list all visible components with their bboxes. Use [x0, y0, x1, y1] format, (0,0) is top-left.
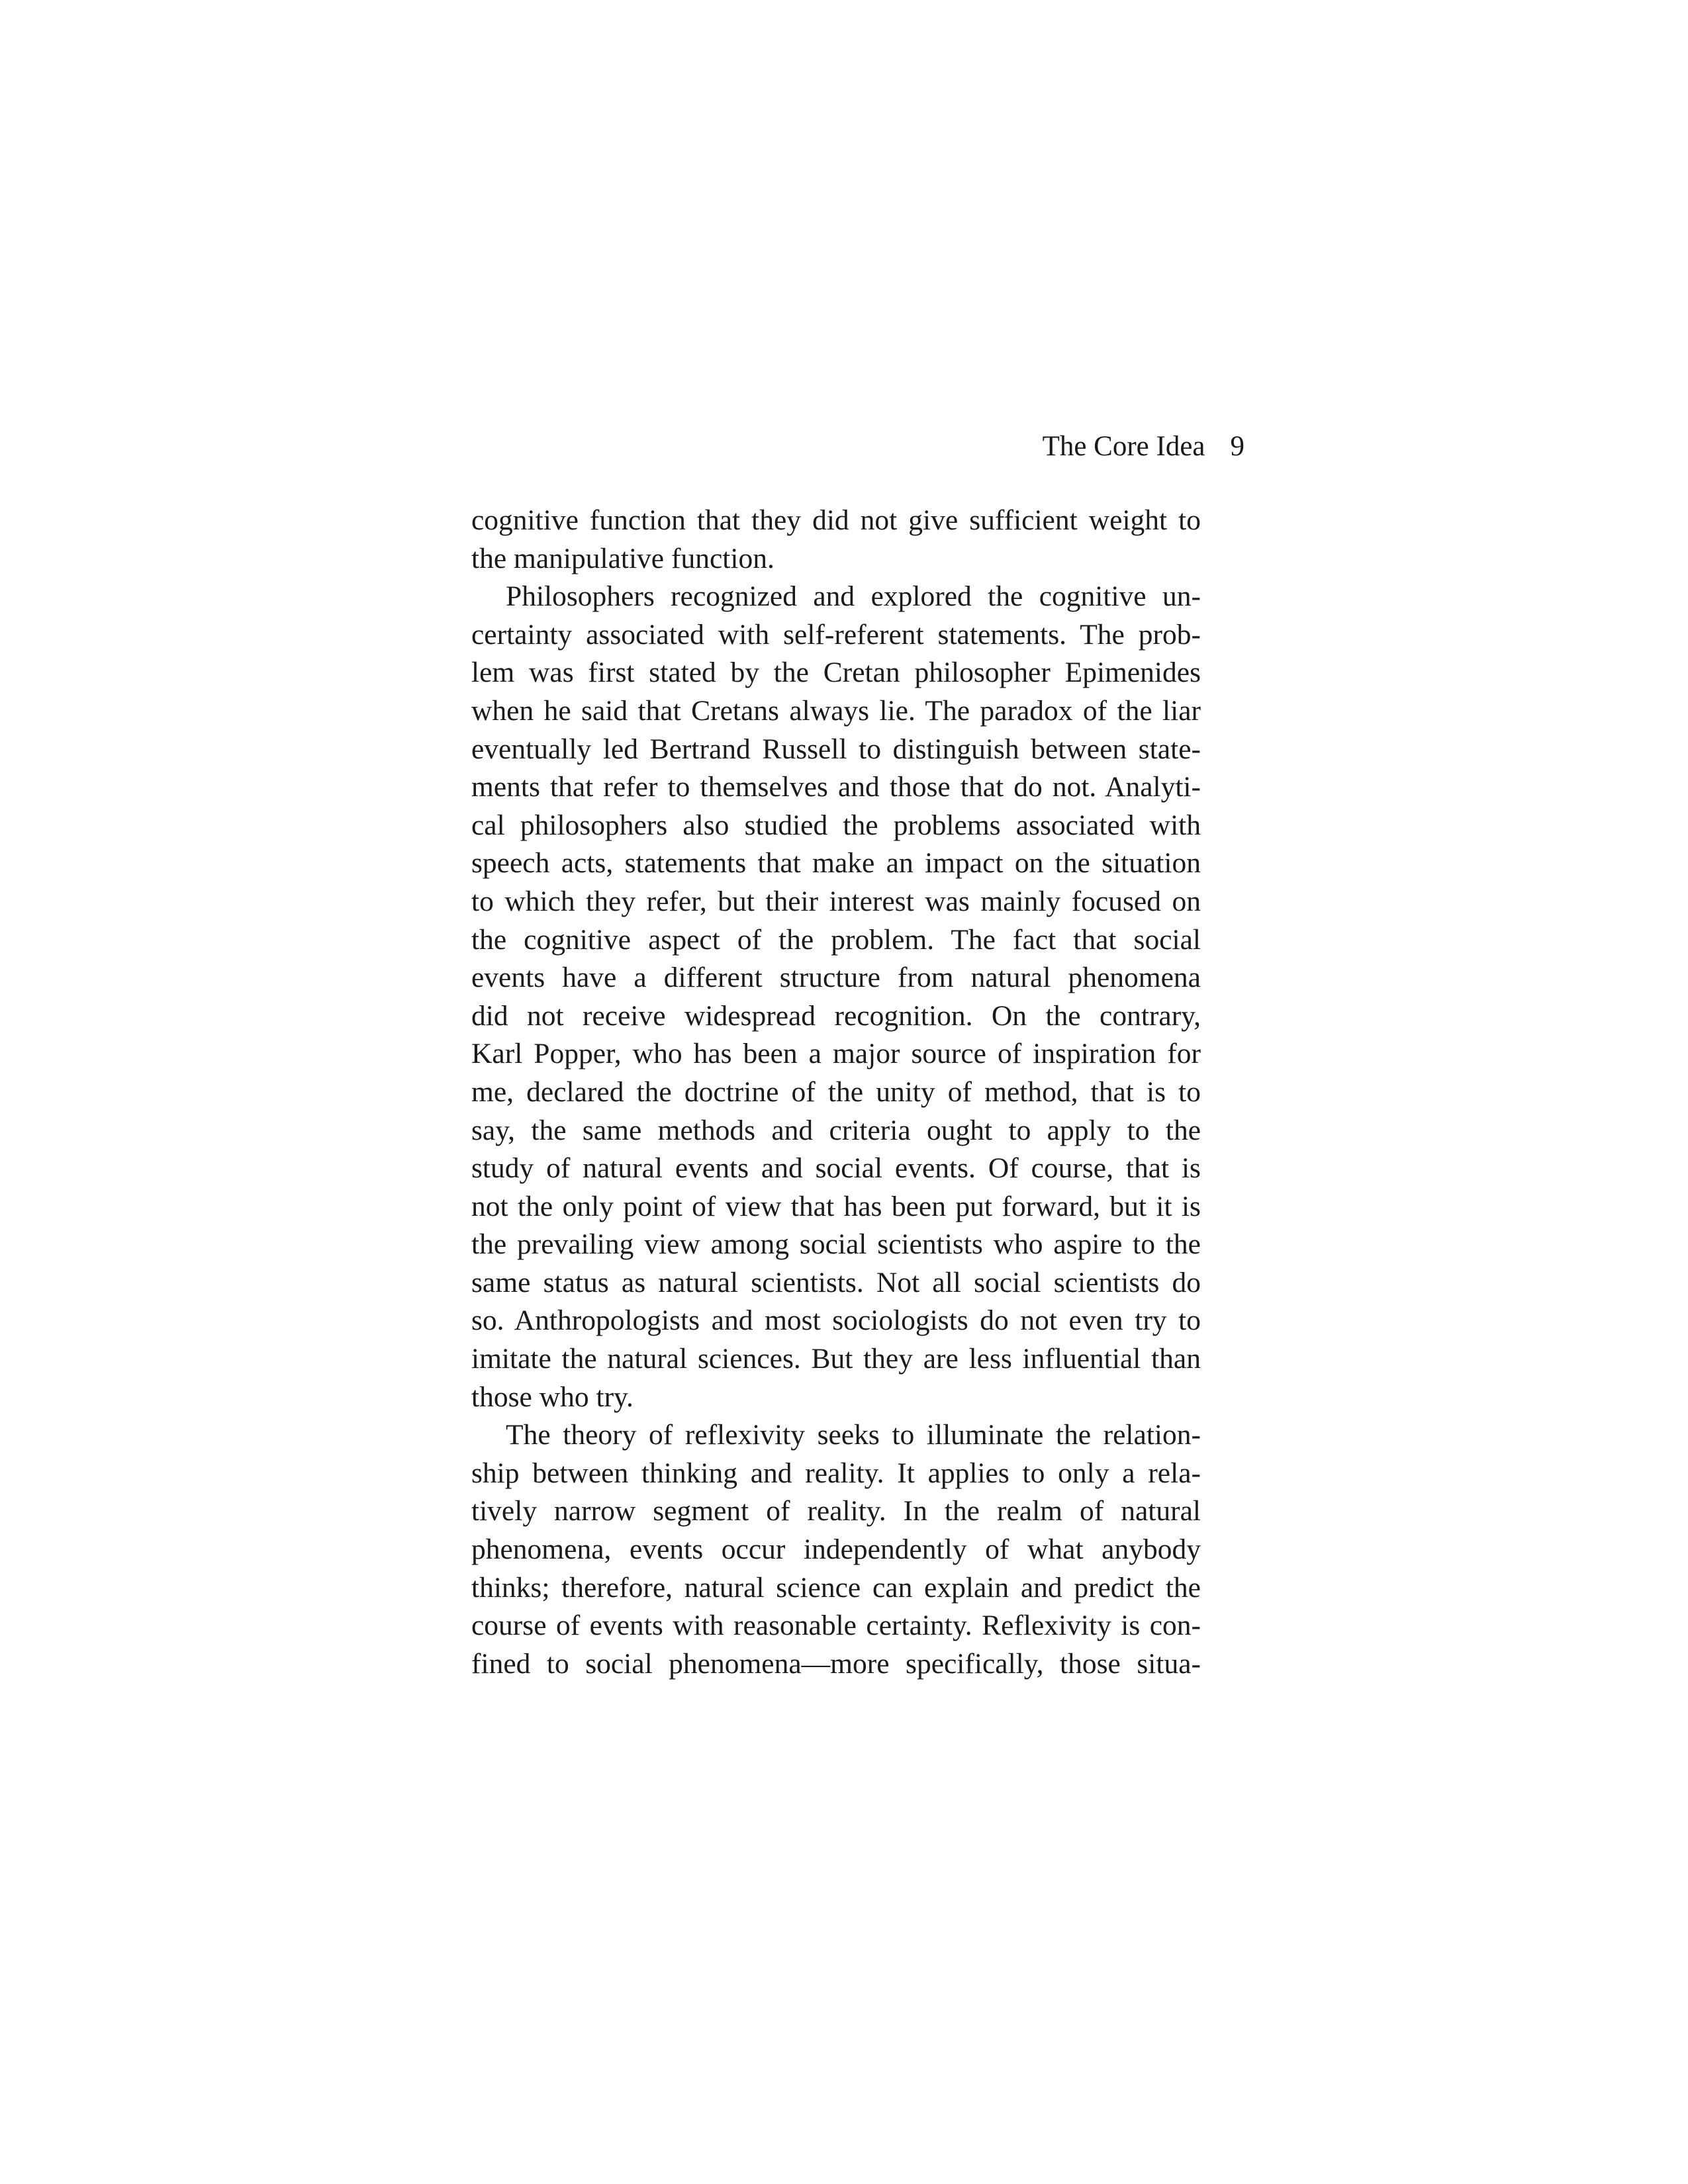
text-line: not the only point of view that has been put forward, but it is	[471, 1190, 1201, 1222]
text-line: tively narrow segment of reality. In the realm of natural	[471, 1495, 1201, 1527]
text-line: did not receive widespread recognition. On the contrary,	[471, 999, 1201, 1032]
paragraph-first-line: Philosophers recognized and explored the cognitive un-	[506, 580, 1201, 613]
text-line: cognitive function that they did not give sufficient weight to	[471, 504, 1201, 536]
body-text	[471, 502, 1201, 1683]
text-line: same status as natural scientists. Not all social scientists do	[471, 1266, 1201, 1298]
text-line: speech acts, statements that make an impact on the situation	[471, 847, 1201, 880]
text-line: lem was first stated by the Cretan philosopher Epimenides	[471, 657, 1201, 689]
text-line: study of natural events and social events. Of course, that is	[471, 1152, 1201, 1185]
text-line: events have a different structure from natural phenomena	[471, 962, 1201, 994]
text-line: phenomena, events occur independently of what anybody	[471, 1533, 1201, 1566]
paragraph-first-line: The theory of reflexivity seeks to illuminate the relation-	[506, 1419, 1201, 1451]
text-line: me, declared the doctrine of the unity of method, that is to	[471, 1075, 1201, 1108]
text-line: cal philosophers also studied the problems associated with	[471, 809, 1201, 841]
text-line: certainty associated with self-referent statements. The prob-	[471, 618, 1201, 651]
running-head-title: The Core Idea	[1042, 431, 1205, 462]
text-line: the prevailing view among social scientists who aspire to the	[471, 1228, 1201, 1261]
text-line: imitate the natural sciences. But they are less influential than	[471, 1343, 1201, 1375]
text-line: those who try.	[471, 1381, 633, 1413]
text-line: when he said that Cretans always lie. The paradox of the liar	[471, 694, 1201, 727]
running-head	[471, 430, 1244, 477]
text-line: thinks; therefore, natural science can explain and predict the	[471, 1571, 1201, 1604]
page-number: 9	[1230, 431, 1244, 462]
text-line: so. Anthropologists and most sociologists do not even try to	[471, 1304, 1201, 1337]
text-line: ship between thinking and reality. It applies to only a rela-	[471, 1457, 1201, 1489]
text-line: course of events with reasonable certainty. Reflexivity is con-	[471, 1610, 1201, 1642]
text-line: say, the same methods and criteria ought to apply to the	[471, 1114, 1201, 1146]
text-line: fined to social phenomena—more specifically, those situa-	[471, 1647, 1201, 1680]
text-line: ments that refer to themselves and those that do not. Analyti-	[471, 771, 1201, 803]
text-line: eventually led Bertrand Russell to distinguish between state-	[471, 733, 1201, 765]
text-line: Karl Popper, who has been a major source of inspiration for	[471, 1038, 1201, 1070]
text-line: the cognitive aspect of the problem. The fact that social	[471, 923, 1201, 956]
text-line: the manipulative function.	[471, 542, 774, 574]
text-line: to which they refer, but their interest was mainly focused on	[471, 885, 1201, 917]
